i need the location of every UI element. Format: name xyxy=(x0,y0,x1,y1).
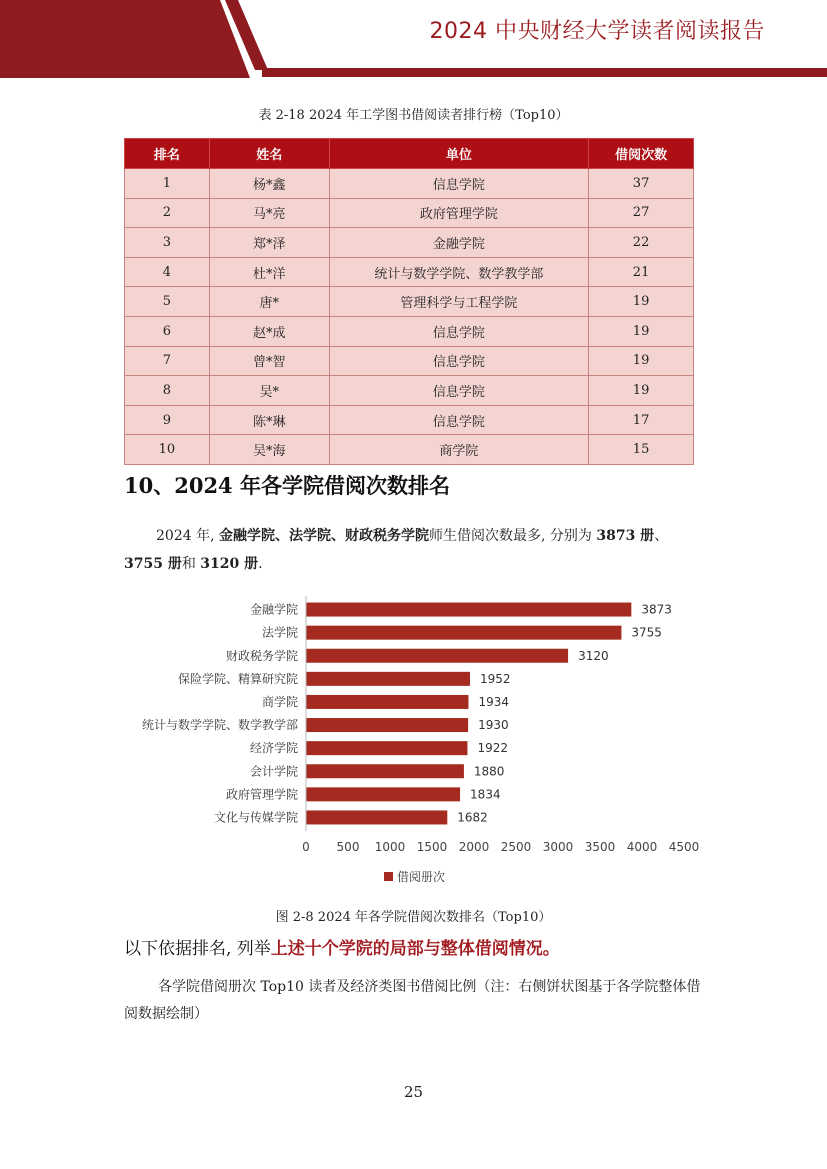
summary-paragraph xyxy=(124,522,702,578)
x-tick-label: 3000 xyxy=(542,840,574,854)
category-label: 会计学院 xyxy=(249,764,298,779)
table-cell: 2 xyxy=(125,198,210,228)
table-cell: 信息学院 xyxy=(329,316,589,346)
report-title: 2024 中央财经大学读者阅读报告 xyxy=(429,19,765,44)
table-cell: 1 xyxy=(125,169,210,199)
bar xyxy=(306,695,468,709)
table-cell: 21 xyxy=(589,257,694,287)
paragraph-text: 和 xyxy=(181,556,201,572)
x-tick-label: 3500 xyxy=(584,840,616,854)
table-cell: 19 xyxy=(589,376,694,406)
table-cell: 22 xyxy=(589,228,694,258)
bar xyxy=(306,603,631,617)
bar xyxy=(306,810,447,824)
table-cell: 4 xyxy=(125,257,210,287)
category-label: 统计与数学学院、数学教学部 xyxy=(141,718,298,733)
table-cell: 杨*鑫 xyxy=(209,169,329,199)
table-cell: 曾*智 xyxy=(209,346,329,376)
paragraph-bold: 3120 册 xyxy=(200,556,259,572)
table-row xyxy=(125,376,694,406)
x-tick-label: 500 xyxy=(336,840,360,854)
category-label: 法学院 xyxy=(261,625,298,640)
column-header: 借阅次数 xyxy=(589,139,694,169)
figure-caption: 图 2-8 2024 年各学院借阅次数排名（Top10） xyxy=(275,910,552,925)
paragraph-bold: 金融学院、法学院、财政税务学院 xyxy=(218,528,429,544)
data-label: 1880 xyxy=(473,764,505,779)
table-cell: 陈*琳 xyxy=(209,405,329,435)
data-label: 1682 xyxy=(457,810,488,825)
lead-line xyxy=(124,934,560,959)
table-cell: 信息学院 xyxy=(329,405,589,435)
table-cell: 马*亮 xyxy=(209,198,329,228)
table-cell: 5 xyxy=(125,287,210,317)
x-tick-label: 2500 xyxy=(500,840,532,854)
table-cell: 6 xyxy=(125,316,210,346)
table-cell: 政府管理学院 xyxy=(329,198,589,228)
ranking-table xyxy=(124,138,694,465)
category-label: 政府管理学院 xyxy=(225,787,298,802)
x-tick-label: 0 xyxy=(302,840,310,854)
data-label: 1930 xyxy=(478,718,509,733)
table-header-row xyxy=(125,139,694,169)
table-row xyxy=(125,228,694,258)
table-cell: 19 xyxy=(589,316,694,346)
category-label: 商学院 xyxy=(261,694,298,709)
table-body xyxy=(125,169,694,465)
table-cell: 赵*成 xyxy=(209,316,329,346)
x-tick-label: 4000 xyxy=(626,840,658,854)
lead-highlight: 上述十个学院的局部与整体借阅情况。 xyxy=(270,939,560,959)
x-tick-label: 2000 xyxy=(458,840,490,854)
note-paragraph: 各学院借阅册次 Top10 读者及经济类图书借阅比例（注：右侧饼状图基于各学院整体借阅数据绘制） xyxy=(124,979,701,1022)
bar xyxy=(306,764,464,778)
table-cell: 9 xyxy=(125,405,210,435)
header-red-block xyxy=(0,0,250,78)
bar xyxy=(306,649,568,663)
paragraph-bold: 3873 册 xyxy=(596,528,655,544)
x-tick-label: 1500 xyxy=(416,840,448,854)
table-cell: 信息学院 xyxy=(329,376,589,406)
header-rule xyxy=(262,68,827,77)
table-cell: 19 xyxy=(589,346,694,376)
table-cell: 唐* xyxy=(209,287,329,317)
category-label: 文化与传媒学院 xyxy=(213,810,298,825)
table-cell: 7 xyxy=(125,346,210,376)
bar xyxy=(306,672,470,686)
category-label: 金融学院 xyxy=(249,602,298,617)
table-cell: 郑*泽 xyxy=(209,228,329,258)
legend-swatch xyxy=(384,872,393,881)
bar xyxy=(306,718,468,732)
table-cell: 吴* xyxy=(209,376,329,406)
table-caption: 表 2-18 2024 年工学图书借阅读者排行榜（Top10） xyxy=(258,108,569,123)
table-cell: 吴*海 xyxy=(209,435,329,465)
column-header: 姓名 xyxy=(209,139,329,169)
table-row xyxy=(125,257,694,287)
table-row xyxy=(125,435,694,465)
paragraph-bold: 3755 册 xyxy=(124,556,182,572)
data-label: 1952 xyxy=(479,671,511,686)
bar-chart xyxy=(124,590,702,890)
column-header: 排名 xyxy=(125,139,210,169)
table-cell: 17 xyxy=(589,405,694,435)
bar xyxy=(306,741,467,755)
table-cell: 杜*洋 xyxy=(209,257,329,287)
paragraph-text: 师生借阅次数最多, 分别为 xyxy=(428,528,597,544)
paragraph-text: . xyxy=(258,556,263,572)
table-cell: 37 xyxy=(589,169,694,199)
column-header: 单位 xyxy=(329,139,589,169)
paragraph-text: 2024 年, xyxy=(156,528,219,544)
table-cell: 8 xyxy=(125,376,210,406)
table-cell: 信息学院 xyxy=(329,169,589,199)
category-label: 经济学院 xyxy=(249,741,298,756)
table-cell: 信息学院 xyxy=(329,346,589,376)
bar xyxy=(306,626,621,640)
x-tick-label: 1000 xyxy=(374,840,406,854)
table-cell: 商学院 xyxy=(329,435,589,465)
category-label: 财政税务学院 xyxy=(225,648,298,663)
table-cell: 15 xyxy=(589,435,694,465)
legend-label: 借阅册次 xyxy=(397,870,446,884)
table-cell: 10 xyxy=(125,435,210,465)
table-cell: 27 xyxy=(589,198,694,228)
category-label: 保险学院、精算研究院 xyxy=(177,671,298,686)
table-cell: 19 xyxy=(589,287,694,317)
data-label: 1834 xyxy=(470,787,501,802)
table-row xyxy=(125,316,694,346)
data-label: 3873 xyxy=(641,602,672,617)
bar xyxy=(306,787,460,801)
table-row xyxy=(125,198,694,228)
table-cell: 3 xyxy=(125,228,210,258)
lead-text: 以下依据排名, 列举 xyxy=(124,939,271,959)
table-row xyxy=(125,169,694,199)
data-label: 1922 xyxy=(477,741,508,756)
page-number: 25 xyxy=(403,1083,424,1101)
data-label: 1934 xyxy=(478,694,510,709)
table-cell: 管理科学与工程学院 xyxy=(329,287,589,317)
table-row xyxy=(125,287,694,317)
table-cell: 统计与数学学院、数学教学部 xyxy=(329,257,589,287)
table-row xyxy=(125,346,694,376)
bar-chart-svg xyxy=(124,590,702,890)
paragraph-text: 、 xyxy=(654,528,669,544)
data-label: 3755 xyxy=(631,625,662,640)
table-row xyxy=(125,405,694,435)
data-label: 3120 xyxy=(578,648,609,663)
section-heading: 10、2024 年各学院借阅次数排名 xyxy=(124,473,450,498)
x-tick-label: 4500 xyxy=(668,840,700,854)
table-cell: 金融学院 xyxy=(329,228,589,258)
